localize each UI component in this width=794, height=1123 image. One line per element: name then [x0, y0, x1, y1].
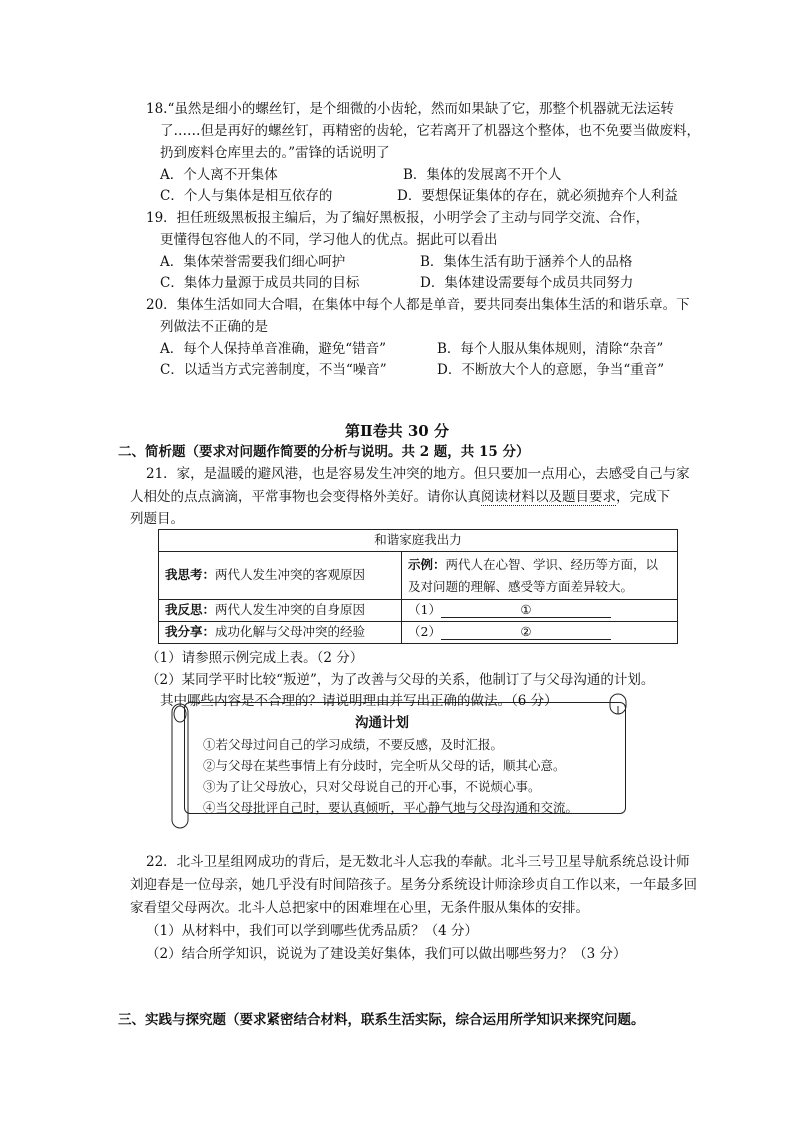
q19-line-2: 更懂得包容他人的不同，学习他人的优点。据此可以看出: [160, 232, 498, 248]
q22-line-2: 刘迎春是一位母亲，她几乎没有时间陪孩子。星务分系统设计师涂珍贞自工作以来，一年最多回: [130, 877, 697, 893]
answer-blank-1[interactable]: ①: [441, 603, 611, 618]
table-r2-left: [159, 600, 402, 622]
table-r2-right: [402, 600, 678, 622]
q18-option-d: D．要想保证集体的存在，就必须抛弃个人利益: [397, 188, 678, 204]
table-r1-left: [159, 552, 402, 600]
q18-option-b: B．集体的发展离不开个人: [403, 167, 562, 183]
table-r3-left: [159, 622, 402, 644]
table-example-label: 示例：: [408, 556, 446, 572]
q19-line-1: 19．担任班级黑板报主编后，为了编好黑板报，小明学会了主动与同学交流、合作，: [146, 210, 650, 226]
table-r2-num: （1）: [408, 602, 441, 617]
table-r1-text: 两代人发生冲突的客观原因: [215, 567, 366, 583]
q21-line-2a: 人相处的点点滴滴，平常事物也会变得格外美好。请你认真: [130, 489, 481, 505]
q21-line-3: 列题目。: [130, 511, 184, 527]
table-title: 和谐家庭我出力: [159, 530, 678, 552]
plan-item-4: ④当父母批评自己时，要认真倾听，平心静气地与父母沟通和交流。: [203, 800, 579, 815]
q19-option-b: B．集体生活有助于涵养个人的品格: [420, 254, 633, 270]
table-r2-text: 两代人发生冲突的自身原因: [215, 602, 366, 618]
q18-line-2: 了……但是再好的螺丝钉，再精密的齿轮，它若离开了机器这个整体，也不免要当做废料，: [160, 123, 700, 139]
q20-option-b: B．每个人服从集体规则，清除“杂音”: [437, 341, 664, 357]
table-example-2: 及对问题的理解、感受等方面差异较大。: [408, 578, 634, 594]
q22-sub-2: （2）结合所学知识，说说为了建设美好集体，我们可以做出哪些努力？（3 分）: [146, 946, 627, 962]
q18-option-c: C．个人与集体是相互依存的: [160, 188, 333, 204]
q18-line-1: 18.“虽然是细小的螺丝钉，是个细微的小齿轮，然而如果缺了它，那整个机器就无法运转: [146, 101, 674, 117]
q20-option-a: A．每个人保持单音准确，避免“错音”: [160, 341, 387, 357]
table-r1-right: [402, 552, 678, 600]
plan-item-2: ②与父母在某些事情上有分歧时，完全听从父母的话，顺其心意。: [203, 758, 566, 773]
table-r3-text: 成功化解与父母冲突的经验: [215, 624, 366, 640]
table-r3-right: [402, 622, 678, 644]
part-2-title: 第Ⅱ卷共 30 分: [345, 422, 449, 440]
q21-emphasis: 阅读材料以及题目要求: [481, 489, 616, 505]
q21-line-2c: ，完成下: [616, 489, 670, 505]
q22-line-1: 22．北斗卫星组网成功的背后，是无数北斗人忘我的奉献。北斗三号卫星导航系统总设计师: [146, 854, 690, 870]
q19-option-a: A．集体荣誉需要我们细心呵护: [160, 254, 346, 270]
q20-option-c: C．以适当方式完善制度，不当“噪音”: [160, 362, 387, 378]
communication-plan-scroll: [170, 692, 630, 830]
table-r2-label: 我反思：: [165, 602, 216, 618]
answer-blank-2[interactable]: ②: [441, 625, 611, 640]
q20-line-2: 列做法不正确的是: [160, 319, 268, 335]
q21-line-1: 21．家，是温暖的避风港，也是容易发生冲突的地方。但只要加一点用心，去感受自己与家: [146, 466, 690, 482]
q21-line-2: [130, 491, 670, 505]
q22-sub-1: （1）从材料中，我们可以学到哪些优秀品质？（4 分）: [146, 923, 478, 939]
plan-item-3: ③为了让父母放心，只对父母说自己的开心事，不说烦心事。: [203, 779, 541, 794]
q19-option-d: D．集体建设需要每个成员共同努力: [420, 275, 634, 291]
harmony-table: [158, 529, 678, 644]
plan-title: 沟通计划: [355, 715, 409, 731]
q20-option-d: D．不断放大个人的意愿，争当“重音”: [437, 362, 665, 378]
table-example-1: 两代人在心智、学识、经历等方面，以: [445, 556, 659, 572]
scroll-body: [184, 702, 626, 814]
table-r3-label: 我分享：: [165, 624, 216, 640]
section-3-title: 三、实践与探究题（要求紧密结合材料，联系生活实际，综合运用所学知识来探究问题。: [118, 1012, 645, 1028]
section-2-title: 二、简析题（要求对问题作简要的分析与说明。共 2 题，共 15 分）: [118, 444, 530, 460]
table-r1-label: 我思考：: [165, 567, 216, 583]
q22-line-3: 家看望父母两次。北斗人总把家中的困难埋在心里，无条件服从集体的安排。: [130, 900, 589, 916]
q18-line-3: 扔到废料仓库里去的。”雷锋的话说明了: [160, 145, 390, 161]
q19-option-c: C．集体力量源于成员共同的目标: [160, 275, 360, 291]
q18-option-a: A．个人离不开集体: [160, 167, 278, 183]
q20-line-1: 20．集体生活如同大合唱，在集体中每个人都是单音，要共同奏出集体生活的和谐乐章。下: [146, 297, 690, 313]
q21-sub-2-line-2: 其中哪些内容是不合理的？请说明理由并写出正确的做法。（6 分）: [160, 693, 558, 709]
plan-item-1: ①若父母过问自己的学习成绩，不要反感，及时汇报。: [203, 737, 504, 752]
q21-sub-1: （1）请参照示例完成上表。（2 分）: [146, 650, 364, 666]
q21-sub-2-line-1: （2）某同学平时比较“叛逆”，为了改善与父母的关系，他制订了与父母沟通的计划。: [146, 672, 655, 688]
table-r3-num: （2）: [408, 624, 441, 639]
